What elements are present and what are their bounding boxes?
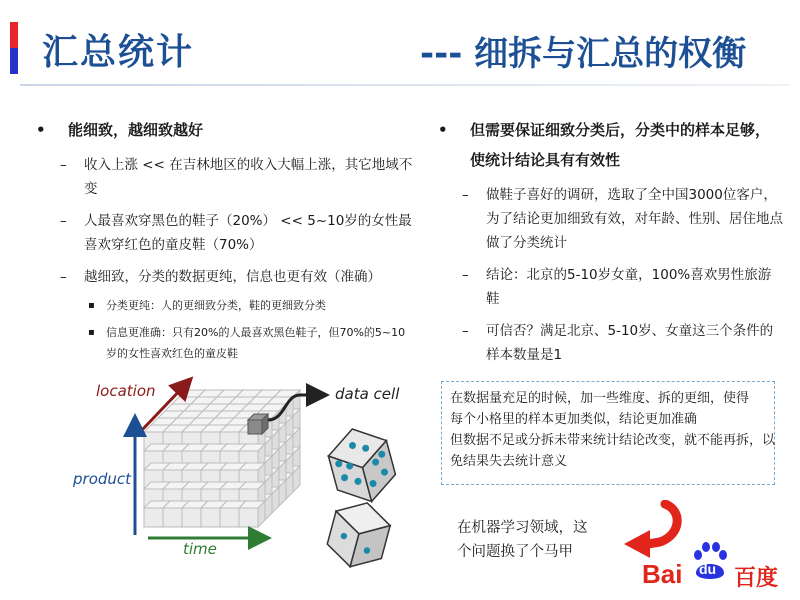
left-column: [36, 115, 416, 364]
header-divider: [20, 84, 790, 86]
right-item-text: 做鞋子喜好的调研，选取了全中国3000位客户，为了结论更加细致有效，对年龄、性别、居住地点做了分类统计: [486, 187, 783, 251]
cube-grid: [144, 390, 300, 527]
left-sub-item-text: 分类更纯：人的更细致分类，鞋的更细致分类: [106, 299, 326, 312]
ml-note-line: 在机器学习领域，这: [457, 520, 588, 536]
dash-marker: –: [60, 213, 67, 229]
note-line: 在数据量充足的时候，加一些维度、拆的更细，使得: [450, 391, 750, 406]
right-item: [438, 263, 783, 311]
dash-marker: –: [462, 267, 469, 283]
right-item: [438, 319, 783, 367]
right-item-text: 可信否？满足北京、5-10岁、女童这三个条件的样本数量是1: [486, 323, 774, 363]
slide-header: [0, 0, 800, 92]
left-item-text: 人最喜欢穿黑色的鞋子（20%） << 5~10岁的女性最喜欢穿红色的童皮鞋（70%）: [84, 213, 412, 253]
ml-note: [457, 516, 588, 564]
left-item: [36, 153, 416, 201]
cube-cell-front: [182, 508, 201, 527]
baidu-logo-du: du: [699, 561, 717, 577]
dash-marker: –: [60, 157, 67, 173]
location-axis-label: location: [96, 382, 156, 400]
left-item: [36, 265, 416, 289]
right-main-bullet-text: 但需要保证细致分类后，分类中的样本足够，使统计结论具有有效性: [470, 121, 771, 169]
cube-cell-front: [239, 508, 258, 527]
highlighted-cell: [248, 414, 268, 434]
time-axis-label: time: [183, 540, 217, 558]
left-item-text: 越细致，分类的数据更纯，信息也更有效（准确）: [84, 269, 381, 285]
slide-subtitle: --- 细拆与汇总的权衡: [420, 34, 747, 74]
square-marker: ▪: [88, 327, 95, 338]
slide-title: 汇总统计: [42, 32, 195, 73]
right-main-bullet: [438, 115, 783, 175]
product-axis-label: product: [73, 470, 132, 488]
square-marker: ▪: [88, 300, 95, 311]
baidu-logo: [642, 537, 792, 592]
left-sub-item-text: 信息更准确：只有20%的人最喜欢黑色鞋子，但70%的5~10岁的女性喜欢红色的童皮鞋: [106, 326, 406, 360]
title-accent-bar-red: [10, 22, 18, 48]
bullet-dot: •: [36, 121, 46, 139]
dash-marker: –: [462, 323, 469, 339]
baidu-logo-chinese: 百度: [734, 566, 779, 591]
data-cell-label: data cell: [335, 385, 400, 403]
cube-cell-front: [144, 508, 163, 527]
note-line: 每个小格里的样本更加类似，结论更加准确: [450, 412, 698, 427]
left-main-bullet-text: 能细致，越细致越好: [68, 121, 204, 139]
left-item-text: 收入上涨 << 在吉林地区的收入大幅上涨，其它地域不变: [84, 157, 413, 197]
dash-marker: –: [60, 269, 67, 285]
right-item-text: 结论：北京的5-10岁女童，100%喜欢男性旅游鞋: [486, 267, 772, 307]
dense-data-cell: [323, 421, 400, 509]
sparse-data-cell: [323, 496, 394, 574]
left-sub-item: [36, 295, 416, 316]
cube-cell-front: [201, 508, 220, 527]
note-line: 但数据不足或分拆未带来统计结论改变，就不能再拆，以: [450, 433, 776, 448]
right-column: [438, 115, 783, 367]
cube-cell-front: [163, 508, 182, 527]
note-box: [441, 381, 775, 485]
right-item: [438, 183, 783, 255]
left-main-bullet: [36, 115, 416, 145]
data-cube-figure: [60, 370, 420, 585]
cube-cell-front: [220, 508, 239, 527]
ml-note-line: 个问题换了个马甲: [457, 544, 573, 560]
title-accent-bar-blue: [10, 48, 18, 74]
left-item: [36, 209, 416, 257]
bullet-dot: •: [438, 121, 448, 139]
baidu-logo-word: Bai: [642, 559, 683, 589]
left-sub-item: [36, 322, 416, 364]
note-line: 免结果失去统计意义: [450, 454, 568, 469]
dash-marker: –: [462, 187, 469, 203]
